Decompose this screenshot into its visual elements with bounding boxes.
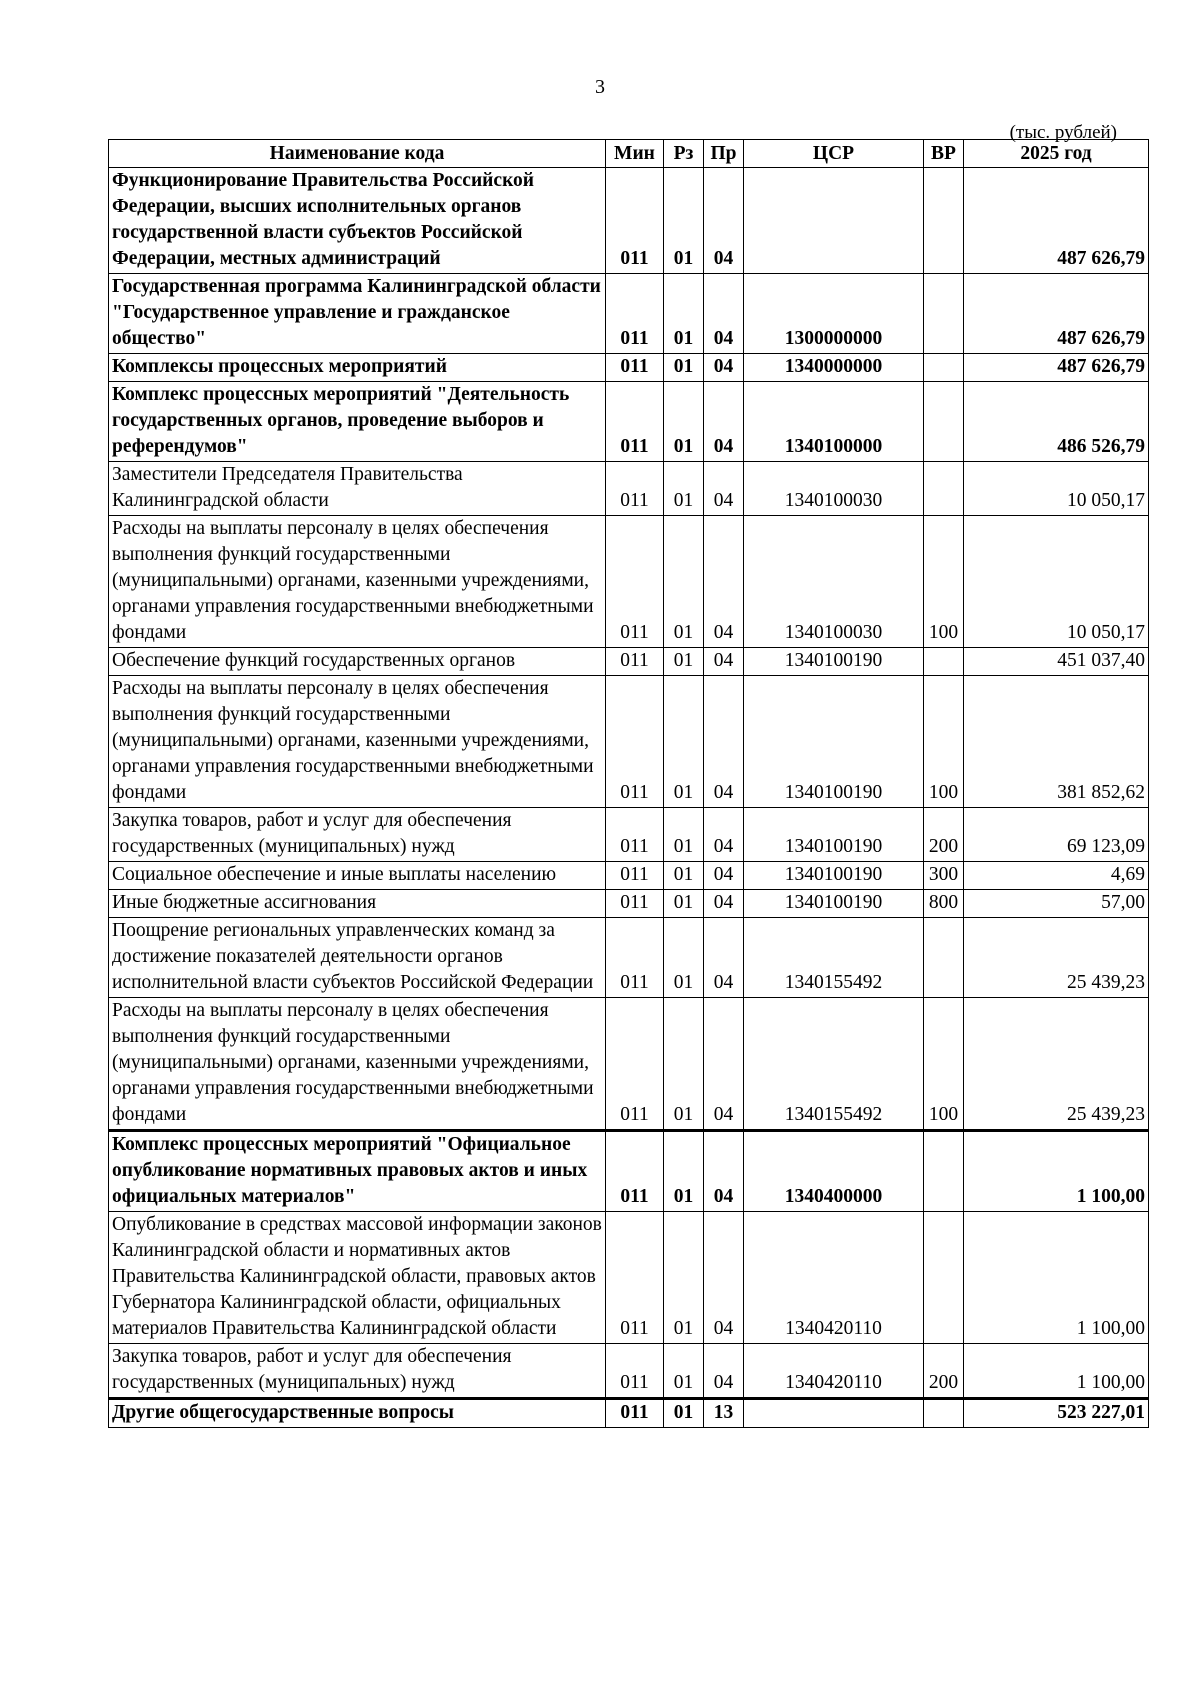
cell-name: Опубликование в средствах массовой информации законов Калининградской области и нормативных актов Правительства Калининградской области, правовых актов Губернатора Калининградской области, официальных материалов Правительства Калининградской области (109, 1212, 606, 1344)
cell-amount: 486 526,79 (964, 382, 1149, 462)
cell-pr: 04 (704, 1131, 744, 1212)
cell-rz: 01 (664, 516, 704, 648)
cell-pr: 04 (704, 918, 744, 998)
cell-amount: 451 037,40 (964, 648, 1149, 676)
header-rz: Рз (664, 140, 704, 168)
cell-csr: 1340100030 (744, 516, 924, 648)
cell-name: Комплексы процессных мероприятий (109, 354, 606, 382)
cell-vr (924, 648, 964, 676)
cell-csr: 1340000000 (744, 354, 924, 382)
cell-pr: 04 (704, 274, 744, 354)
cell-name: Функционирование Правительства Российской Федерации, высших исполнительных органов государственной власти субъектов Российской Федерации, местных администраций (109, 168, 606, 274)
cell-csr: 1340155492 (744, 918, 924, 998)
table-row (109, 1131, 1149, 1212)
cell-rz: 01 (664, 808, 704, 862)
cell-min: 011 (606, 1212, 664, 1344)
cell-rz: 01 (664, 890, 704, 918)
cell-min: 011 (606, 1344, 664, 1399)
cell-vr: 200 (924, 1344, 964, 1399)
cell-rz: 01 (664, 1212, 704, 1344)
cell-min: 011 (606, 382, 664, 462)
cell-min: 011 (606, 648, 664, 676)
cell-vr: 200 (924, 808, 964, 862)
cell-pr: 04 (704, 862, 744, 890)
cell-amount: 1 100,00 (964, 1131, 1149, 1212)
budget-table (108, 139, 1149, 1428)
cell-pr: 04 (704, 1344, 744, 1399)
table-row (109, 382, 1149, 462)
table-row (109, 918, 1149, 998)
cell-vr: 300 (924, 862, 964, 890)
cell-name: Социальное обеспечение и иные выплаты населению (109, 862, 606, 890)
cell-csr: 1340420110 (744, 1212, 924, 1344)
cell-pr: 04 (704, 890, 744, 918)
cell-csr: 1340400000 (744, 1131, 924, 1212)
cell-vr (924, 1131, 964, 1212)
cell-csr: 1340100190 (744, 862, 924, 890)
cell-min: 011 (606, 168, 664, 274)
cell-name: Государственная программа Калининградской области "Государственное управление и гражданское общество" (109, 274, 606, 354)
cell-min: 011 (606, 516, 664, 648)
cell-vr (924, 1399, 964, 1428)
table-row (109, 1399, 1149, 1428)
cell-amount: 381 852,62 (964, 676, 1149, 808)
table-row (109, 168, 1149, 274)
cell-amount: 1 100,00 (964, 1212, 1149, 1344)
cell-min: 011 (606, 1399, 664, 1428)
header-min: Мин (606, 140, 664, 168)
cell-csr: 1340420110 (744, 1344, 924, 1399)
table-row (109, 274, 1149, 354)
cell-rz: 01 (664, 354, 704, 382)
cell-vr (924, 918, 964, 998)
table-row (109, 890, 1149, 918)
cell-min: 011 (606, 890, 664, 918)
header-year: 2025 год (964, 140, 1149, 168)
cell-pr: 04 (704, 354, 744, 382)
cell-min: 011 (606, 354, 664, 382)
cell-pr: 04 (704, 168, 744, 274)
table-header-row (109, 140, 1149, 168)
cell-min: 011 (606, 998, 664, 1131)
cell-pr: 04 (704, 648, 744, 676)
cell-csr (744, 168, 924, 274)
cell-name: Закупка товаров, работ и услуг для обеспечения государственных (муниципальных) нужд (109, 1344, 606, 1399)
cell-rz: 01 (664, 382, 704, 462)
cell-amount: 10 050,17 (964, 516, 1149, 648)
cell-csr: 1340155492 (744, 998, 924, 1131)
cell-name: Поощрение региональных управленческих команд за достижение показателей деятельности органов исполнительной власти субъектов Российской Федерации (109, 918, 606, 998)
page-number: 3 (595, 76, 605, 98)
cell-rz: 01 (664, 998, 704, 1131)
header-name: Наименование кода (109, 140, 606, 168)
cell-csr: 1300000000 (744, 274, 924, 354)
cell-pr: 04 (704, 808, 744, 862)
cell-min: 011 (606, 274, 664, 354)
cell-vr: 100 (924, 998, 964, 1131)
cell-min: 011 (606, 808, 664, 862)
cell-amount: 523 227,01 (964, 1399, 1149, 1428)
cell-name: Обеспечение функций государственных органов (109, 648, 606, 676)
table-row (109, 1344, 1149, 1399)
cell-pr: 04 (704, 462, 744, 516)
cell-rz: 01 (664, 1399, 704, 1428)
cell-name: Другие общегосударственные вопросы (109, 1399, 606, 1428)
cell-min: 011 (606, 1131, 664, 1212)
table-row (109, 648, 1149, 676)
table-row (109, 808, 1149, 862)
cell-rz: 01 (664, 1131, 704, 1212)
cell-name: Заместители Председателя Правительства Калининградской области (109, 462, 606, 516)
cell-rz: 01 (664, 1344, 704, 1399)
cell-csr: 1340100190 (744, 648, 924, 676)
cell-rz: 01 (664, 168, 704, 274)
cell-rz: 01 (664, 274, 704, 354)
cell-name: Расходы на выплаты персоналу в целях обеспечения выполнения функций государственными (муниципальными) органами, казенными учреждениями, органами управления государственными внебюджетными фондами (109, 676, 606, 808)
cell-name: Комплекс процессных мероприятий "Официальное опубликование нормативных правовых актов и иных официальных материалов" (109, 1131, 606, 1212)
cell-rz: 01 (664, 462, 704, 516)
cell-name: Расходы на выплаты персоналу в целях обеспечения выполнения функций государственными (муниципальными) органами, казенными учреждениями, органами управления государственными внебюджетными фондами (109, 998, 606, 1131)
cell-vr (924, 354, 964, 382)
cell-rz: 01 (664, 862, 704, 890)
cell-amount: 487 626,79 (964, 354, 1149, 382)
cell-amount: 487 626,79 (964, 274, 1149, 354)
cell-amount: 10 050,17 (964, 462, 1149, 516)
cell-amount: 1 100,00 (964, 1344, 1149, 1399)
cell-name: Закупка товаров, работ и услуг для обеспечения государственных (муниципальных) нужд (109, 808, 606, 862)
cell-vr (924, 168, 964, 274)
cell-csr: 1340100190 (744, 676, 924, 808)
cell-rz: 01 (664, 648, 704, 676)
table-row (109, 1212, 1149, 1344)
cell-amount: 69 123,09 (964, 808, 1149, 862)
table-row (109, 354, 1149, 382)
cell-vr (924, 382, 964, 462)
cell-pr: 04 (704, 998, 744, 1131)
cell-vr: 100 (924, 676, 964, 808)
cell-pr: 13 (704, 1399, 744, 1428)
cell-rz: 01 (664, 676, 704, 808)
cell-amount: 25 439,23 (964, 998, 1149, 1131)
cell-vr (924, 274, 964, 354)
header-csr: ЦСР (744, 140, 924, 168)
cell-amount: 4,69 (964, 862, 1149, 890)
cell-csr: 1340100000 (744, 382, 924, 462)
units-label: (тыс. рублей) (1009, 122, 1117, 143)
table-body (109, 168, 1149, 1428)
cell-vr (924, 1212, 964, 1344)
cell-amount: 487 626,79 (964, 168, 1149, 274)
table-row (109, 862, 1149, 890)
cell-pr: 04 (704, 676, 744, 808)
cell-csr (744, 1399, 924, 1428)
table-row (109, 462, 1149, 516)
cell-csr: 1340100190 (744, 890, 924, 918)
cell-amount: 57,00 (964, 890, 1149, 918)
cell-name: Комплекс процессных мероприятий "Деятельность государственных органов, проведение выборов и референдумов" (109, 382, 606, 462)
header-pr: Пр (704, 140, 744, 168)
cell-pr: 04 (704, 516, 744, 648)
table-row (109, 998, 1149, 1131)
cell-min: 011 (606, 918, 664, 998)
cell-min: 011 (606, 862, 664, 890)
cell-name: Иные бюджетные ассигнования (109, 890, 606, 918)
cell-name: Расходы на выплаты персоналу в целях обеспечения выполнения функций государственными (муниципальными) органами, казенными учреждениями, органами управления государственными внебюджетными фондами (109, 516, 606, 648)
cell-vr (924, 462, 964, 516)
cell-csr: 1340100190 (744, 808, 924, 862)
cell-vr: 800 (924, 890, 964, 918)
cell-csr: 1340100030 (744, 462, 924, 516)
cell-vr: 100 (924, 516, 964, 648)
table-row (109, 516, 1149, 648)
cell-pr: 04 (704, 1212, 744, 1344)
cell-rz: 01 (664, 918, 704, 998)
cell-min: 011 (606, 462, 664, 516)
cell-min: 011 (606, 676, 664, 808)
table-row (109, 676, 1149, 808)
cell-amount: 25 439,23 (964, 918, 1149, 998)
header-vr: ВР (924, 140, 964, 168)
cell-pr: 04 (704, 382, 744, 462)
